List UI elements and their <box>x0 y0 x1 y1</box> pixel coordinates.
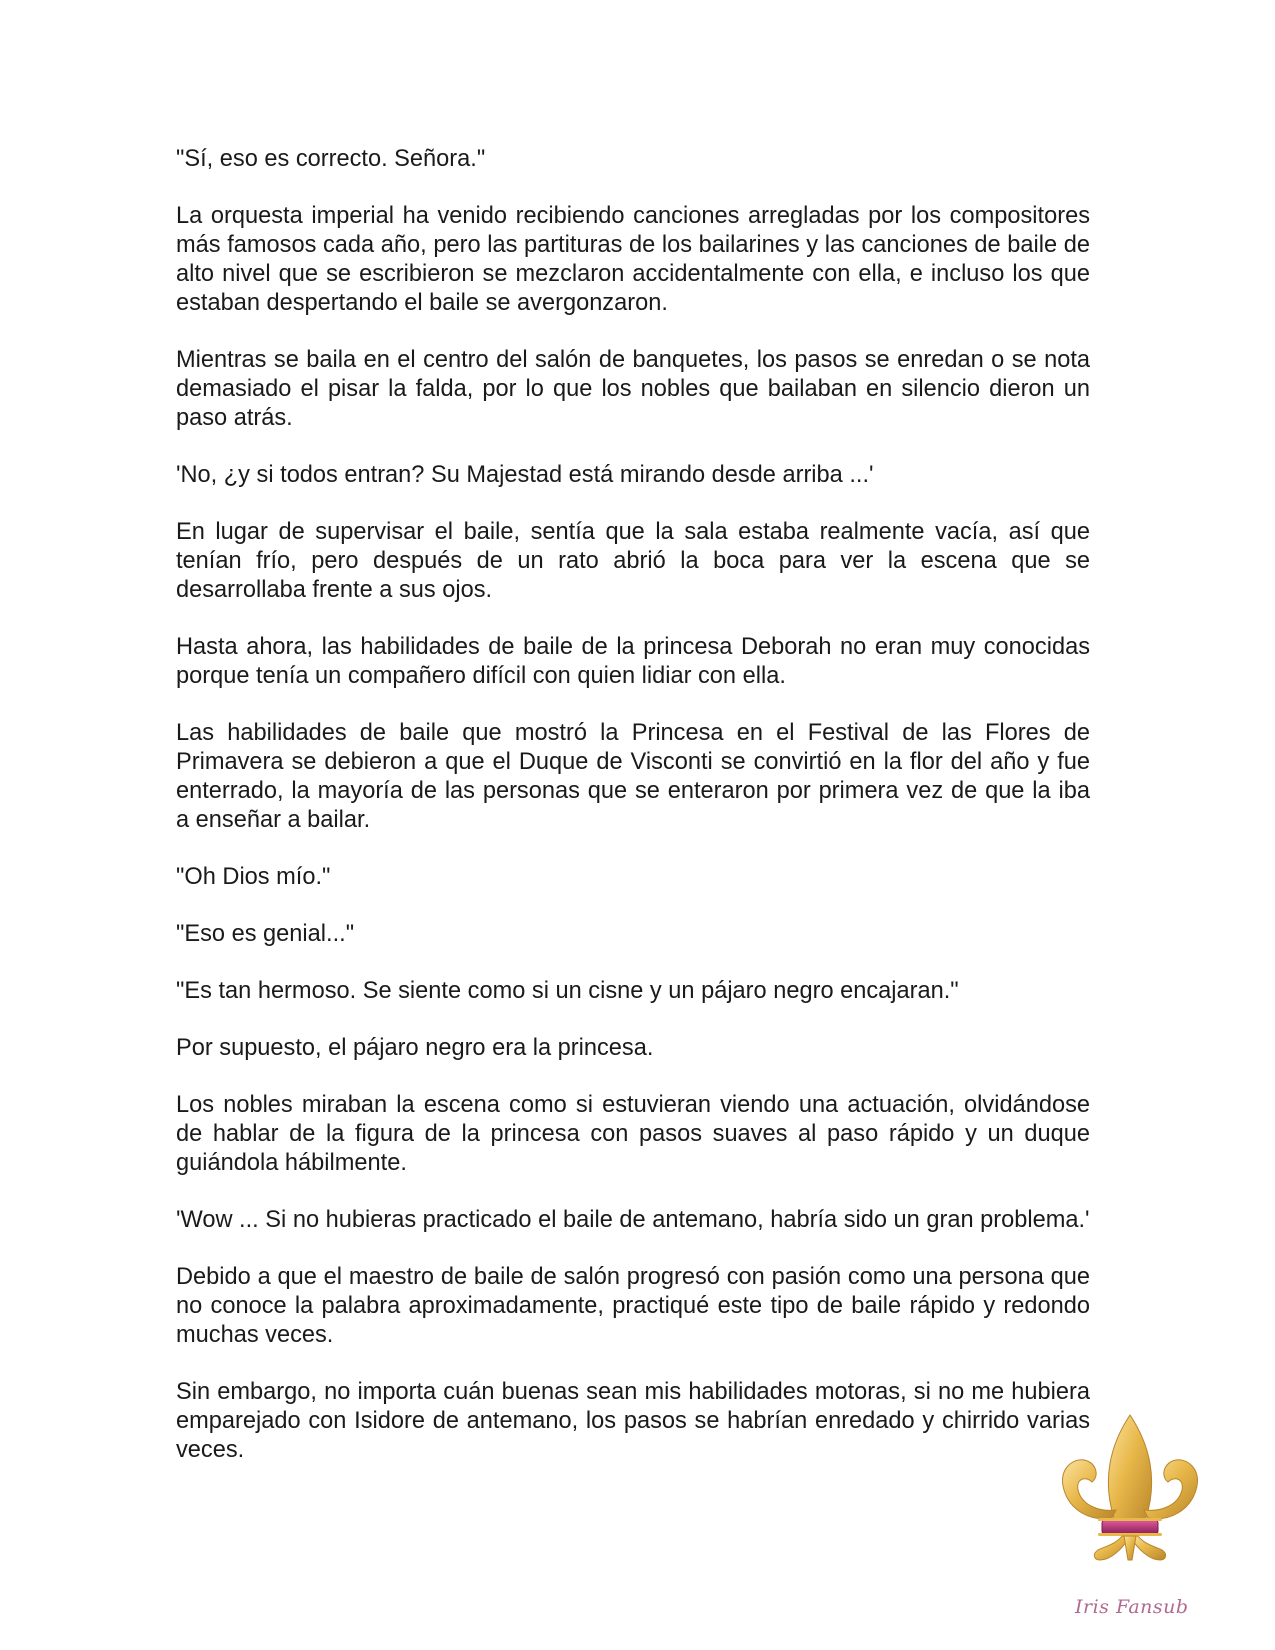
paragraph: "Sí, eso es correcto. Señora." <box>176 146 486 172</box>
document-body <box>176 145 1090 1493</box>
paragraph: Hasta ahora, las habilidades de baile de la princesa Deborah no eran muy conocidas porque tenía un compañero difícil con quien lidiar con ella. <box>176 634 1090 689</box>
paragraph: Debido a que el maestro de baile de salón progresó con pasión como una persona que no conoce la palabra aproximadamente, practiqué este tipo de baile rápido y redondo muchas veces. <box>176 1264 1090 1348</box>
paragraph: 'No, ¿y si todos entran? Su Majestad está mirando desde arriba ...' <box>176 462 874 488</box>
paragraph: Los nobles miraban la escena como si estuvieran viendo una actuación, olvidándose de hablar de la figura de la princesa con pasos suaves al paso rápido y un duque guiándola hábilmente. <box>176 1092 1090 1176</box>
paragraph: La orquesta imperial ha venido recibiendo canciones arregladas por los compositores más famosos cada año, pero las partituras de los bailarines y las canciones de baile de alto nivel que se escribieron se mezclaron accidentalmente con ella, e incluso los que estaban despertando el baile se avergonzaron. <box>176 203 1090 316</box>
paragraph: "Es tan hermoso. Se siente como si un cisne y un pájaro negro encajaran." <box>176 978 959 1004</box>
paragraph: Las habilidades de baile que mostró la Princesa en el Festival de las Flores de Primavera se debieron a que el Duque de Visconti se convirtió en la flor del año y fue enterrado, la mayoría de las personas que se enteraron por primera vez de que la iba a enseñar a bailar. <box>176 720 1090 833</box>
paragraph: Sin embargo, no importa cuán buenas sean mis habilidades motoras, si no me hubiera emparejado con Isidore de antemano, los pasos se habrían enredado y chirrido varias veces. <box>176 1379 1090 1463</box>
paragraph: Por supuesto, el pájaro negro era la princesa. <box>176 1035 654 1061</box>
paragraph: "Eso es genial..." <box>176 921 355 947</box>
paragraph: En lugar de supervisar el baile, sentía que la sala estaba realmente vacía, así que tenían frío, pero después de un rato abrió la boca para ver la escena que se desarrollaba frente a sus ojos. <box>176 519 1090 603</box>
paragraph: 'Wow ... Si no hubieras practicado el baile de antemano, habría sido un gran problema.' <box>176 1207 1090 1233</box>
fansub-signature: Iris Fansub <box>1075 1596 1189 1618</box>
paragraph: Mientras se baila en el centro del salón de banquetes, los pasos se enredan o se nota demasiado el pisar la falda, por lo que los nobles que bailaban en silencio dieron un paso atrás. <box>176 347 1090 431</box>
fleur-de-lis-icon <box>1050 1410 1210 1610</box>
paragraph: "Oh Dios mío." <box>176 864 331 890</box>
